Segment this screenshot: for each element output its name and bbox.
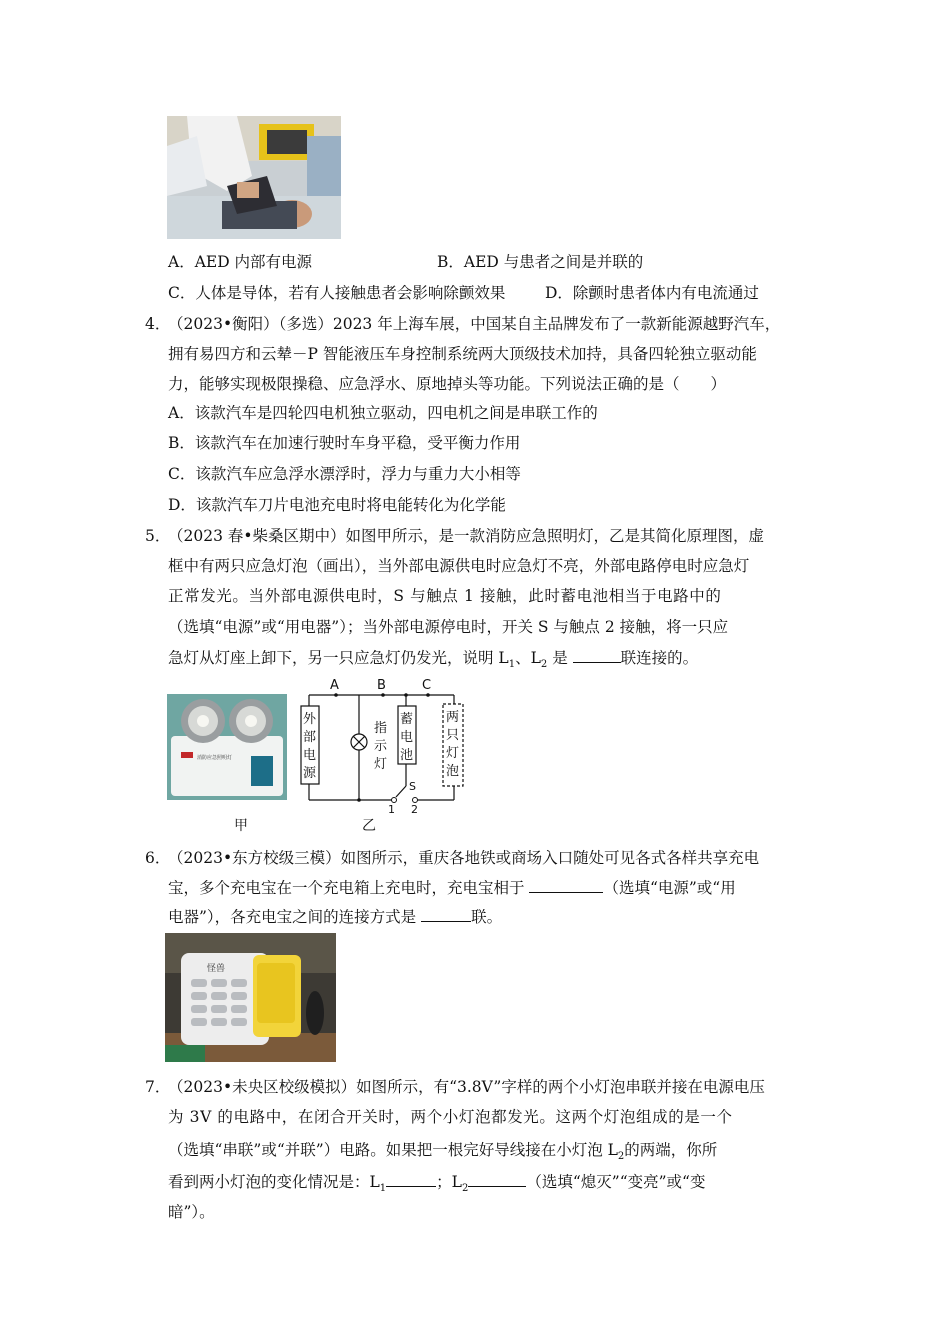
q5-line5-end: 联连接的。 bbox=[620, 649, 699, 667]
lamps-char-3: 灯 bbox=[446, 746, 460, 761]
circuit-diagram bbox=[297, 676, 472, 816]
q4-option-d: D．该款汽车刀片电池充电时将电能转化为化学能 bbox=[168, 496, 506, 514]
lamps-char-4: 泡 bbox=[446, 764, 460, 779]
q6-stem-line2 bbox=[168, 878, 736, 898]
q7-line4-b: ；L bbox=[436, 1173, 462, 1191]
q6-line2-post: （选填“电源”或“用 bbox=[603, 879, 736, 897]
emergency-light-label: 消防应急照明灯 bbox=[197, 755, 233, 761]
battery-char-3: 池 bbox=[400, 748, 414, 763]
lamps-char-2: 只 bbox=[446, 728, 460, 743]
q7-line4-c: （选填“熄灭”“变亮”或“变 bbox=[526, 1173, 706, 1191]
indicator-char-3: 灯 bbox=[374, 757, 388, 772]
q7-line4-sub1: 1 bbox=[379, 1183, 387, 1195]
battery-char-2: 电 bbox=[400, 730, 414, 745]
q3-option-b: B．AED 与患者之间是并联的 bbox=[437, 253, 644, 271]
q4-option-c: C．该款汽车应急浮水漂浮时，浮力与重力大小相等 bbox=[168, 465, 521, 483]
q5-stem-line4: （选填“电源”或“用电器”）；当外部电源停电时，开关 S 与触点 2 接触，将一只应 bbox=[168, 618, 729, 636]
q3-option-a: A．AED 内部有电源 bbox=[168, 253, 313, 271]
lamps-char-1: 两 bbox=[446, 710, 460, 725]
q7-line4-a: 看到两小灯泡的变化情况是：L bbox=[168, 1173, 380, 1191]
q6-stem-line3 bbox=[168, 907, 502, 927]
q6-stem-line1: （2023•东方校级三模）如图所示，重庆各地铁或商场入口随处可见各式各样共享充电 bbox=[168, 849, 760, 867]
q6-answer-blank-1[interactable] bbox=[529, 878, 603, 893]
q6-answer-blank-2[interactable] bbox=[421, 907, 471, 922]
q7-stem-line5: 暗”）。 bbox=[168, 1203, 215, 1221]
q4-option-b: B．该款汽车在加速行驶时车身平稳，受平衡力作用 bbox=[168, 434, 521, 452]
q7-line3-pre: （选填“串联”或“并联”）电路。如果把一根完好导线接在小灯泡 L bbox=[168, 1141, 618, 1159]
emergency-light-photo bbox=[167, 694, 287, 800]
switch-label: S bbox=[409, 780, 416, 793]
q7-line4-sub2: 2 bbox=[461, 1183, 469, 1195]
q5-number: 5． bbox=[145, 527, 171, 545]
q7-stem-line1: （2023•未央区校级模拟）如图所示，有“3.8V”字样的两个小灯泡串联并接在电源电压 bbox=[168, 1078, 765, 1096]
q5-line5-mid: 、L bbox=[515, 649, 541, 667]
q7-stem-line2: 为 3V 的电路中，在闭合开关时，两个小灯泡都发光。这两个灯泡组成的是一个 bbox=[168, 1108, 733, 1126]
q5-line5-pre: 急灯从灯座上卸下，另一只应急灯仍发光，说明 L bbox=[168, 649, 509, 667]
power-bank-photo bbox=[165, 933, 336, 1062]
external-power-char-1: 外 bbox=[303, 712, 317, 727]
q6-line3-post: 联。 bbox=[471, 908, 503, 926]
indicator-char-1: 指 bbox=[374, 721, 388, 736]
q7-stem-line3 bbox=[168, 1140, 717, 1167]
indicator-char-2: 示 bbox=[374, 739, 388, 754]
circuit-point-b: B bbox=[377, 678, 386, 693]
external-power-char-4: 源 bbox=[303, 766, 317, 781]
q5-stem-line3: 正常发光。当外部电源供电时，S 与触点 1 接触，此时蓄电池相当于电路中的 bbox=[168, 587, 722, 605]
q4-stem-line1: （2023•衡阳）（多选）2023 年上海车展，中国某自主品牌发布了一款新能源越野汽车， bbox=[168, 315, 781, 333]
q5-stem-line5 bbox=[168, 648, 698, 675]
figure-label-jia: 甲 bbox=[234, 818, 248, 834]
q5-stem-line1: （2023 春•柴桑区期中）如图甲所示，是一款消防应急照明灯，乙是其简化原理图，虚 bbox=[168, 527, 765, 545]
aed-photo bbox=[167, 116, 341, 239]
q5-stem-line2: 框中有两只应急灯泡（画出），当外部电源供电时应急灯不亮，外部电路停电时应急灯 bbox=[168, 557, 750, 575]
q4-number: 4． bbox=[145, 315, 171, 333]
q5-sub2: 2 bbox=[540, 659, 548, 671]
q5-answer-blank[interactable] bbox=[573, 648, 621, 663]
external-power-char-2: 部 bbox=[303, 730, 317, 745]
q6-line2-pre: 宝，多个充电宝在一个充电箱上充电时，充电宝相于 bbox=[168, 879, 530, 897]
brand-label: 怪兽 bbox=[207, 964, 226, 974]
q6-number: 6． bbox=[145, 849, 171, 867]
circuit-point-c: C bbox=[422, 678, 432, 693]
q4-stem-line2: 拥有易四方和云辇－P 智能液压车身控制系统两大顶级技术加持，具备四轮独立驱动能 bbox=[168, 345, 757, 363]
q7-line3-post: 的两端，你所 bbox=[624, 1141, 718, 1159]
q7-number: 7． bbox=[145, 1078, 171, 1096]
q4-option-a: A．该款汽车是四轮四电机独立驱动，四电机之间是串联工作的 bbox=[168, 404, 598, 422]
external-power-char-3: 电 bbox=[303, 748, 317, 763]
circuit-point-a: A bbox=[330, 678, 339, 693]
q3-option-c: C．人体是导体，若有人接触患者会影响除颤效果 bbox=[168, 284, 506, 302]
q7-stem-line4 bbox=[168, 1172, 705, 1199]
contact-2-label: 2 bbox=[411, 803, 418, 816]
figure-label-yi: 乙 bbox=[362, 818, 376, 834]
q6-line3-pre: 电器”），各充电宝之间的连接方式是 bbox=[168, 908, 422, 926]
battery-char-1: 蓄 bbox=[400, 712, 414, 727]
q3-option-d: D．除颤时患者体内有电流通过 bbox=[545, 284, 759, 302]
q5-sub1: 1 bbox=[508, 659, 516, 671]
q7-answer-blank-1[interactable] bbox=[386, 1172, 436, 1187]
q5-line5-post: 是 bbox=[547, 649, 573, 667]
q4-stem-line3: 力，能够实现极限操稳、应急浮水、原地掉头等功能。下列说法正确的是（ ） bbox=[168, 375, 727, 393]
q7-answer-blank-2[interactable] bbox=[468, 1172, 526, 1187]
q7-line3-sub: 2 bbox=[617, 1151, 625, 1163]
contact-1-label: 1 bbox=[388, 803, 395, 816]
